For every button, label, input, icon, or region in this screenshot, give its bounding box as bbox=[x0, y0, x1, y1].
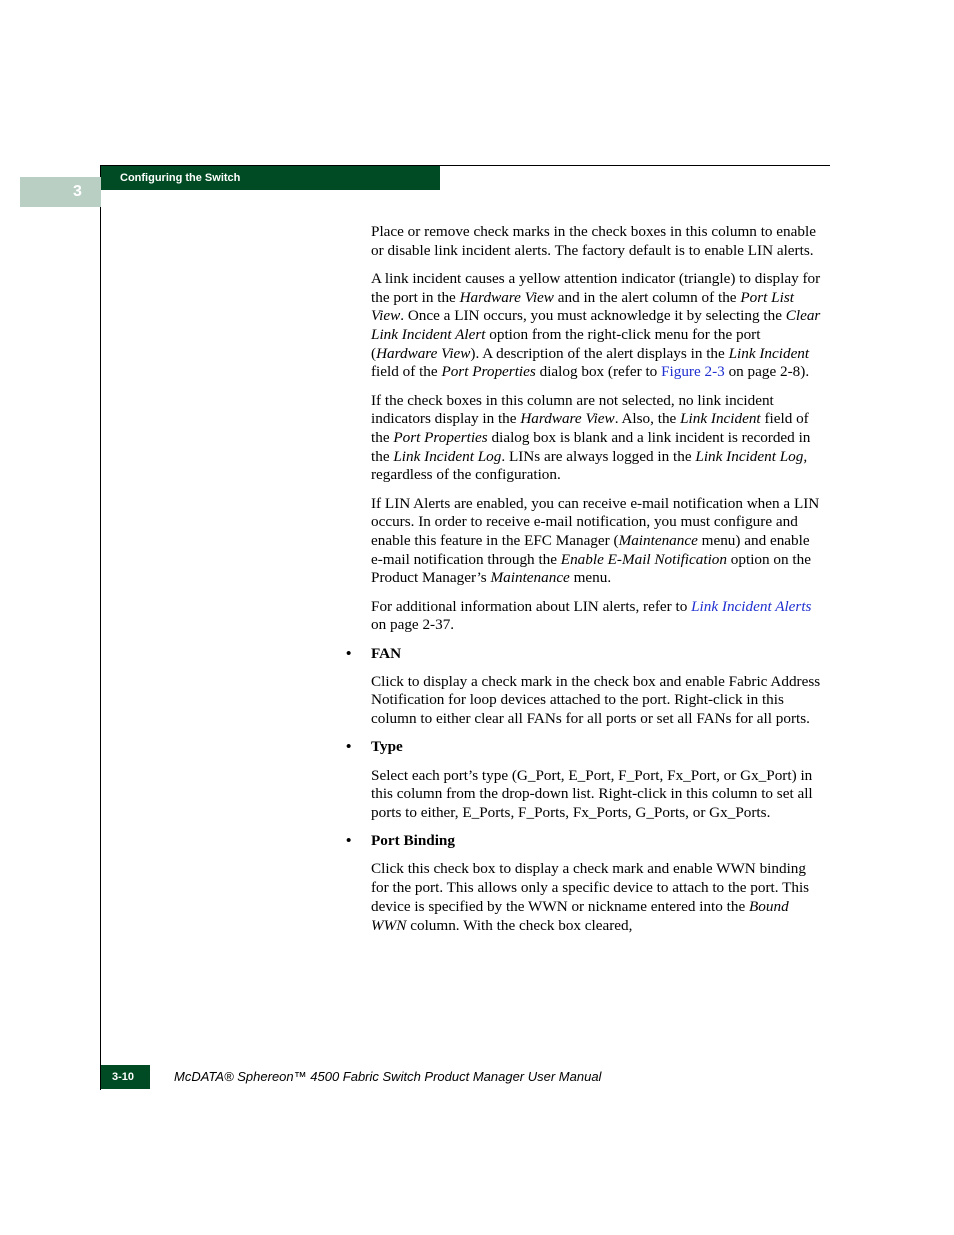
italic-term: Link Incident Log, bbox=[695, 447, 808, 465]
italic-term: Maintenance bbox=[618, 532, 698, 550]
text-run: field of the bbox=[371, 410, 809, 447]
text-run: . LINs are always logged in the bbox=[501, 447, 696, 465]
text-run: field of the bbox=[371, 363, 442, 381]
fan-description: Click to display a check mark in the check box and enable Fabric Address Notification for loop devices attached to the port. Right-click in this column to either clear all FANs for all ports or set all FANs for all ports. bbox=[371, 672, 821, 728]
text-run: on page 2-8). bbox=[724, 363, 810, 381]
italic-term: Link Incident Log bbox=[393, 447, 502, 465]
bullet-type bbox=[346, 738, 823, 757]
bullet-icon: • bbox=[346, 738, 352, 756]
italic-term: Port Properties bbox=[393, 429, 488, 447]
type-description: Select each port’s type (G_Port, E_Port, F_Port, Fx_Port, or Gx_Port) in this column from the drop-down list. Right-click in this column to set all ports to either, E_Ports, F_Ports, Fx_Ports, G_Ports, or Gx_Ports. bbox=[371, 766, 813, 821]
text-run: option from the right-click menu for the port ( bbox=[371, 326, 761, 362]
paragraph-additional-info bbox=[371, 598, 823, 635]
text-run: and in the alert column of the bbox=[553, 288, 741, 306]
italic-term: Maintenance bbox=[490, 569, 570, 587]
bullet-port-binding bbox=[346, 832, 823, 851]
italic-term: Hardware View bbox=[376, 344, 471, 362]
text-run: dialog box is blank and a link incident is recorded in the bbox=[371, 429, 811, 465]
bullet-title: Port Binding bbox=[371, 832, 455, 850]
italic-term: Hardware View bbox=[459, 288, 554, 306]
link-incident-alerts-link[interactable]: Link Incident Alerts bbox=[691, 597, 812, 615]
bullet-icon: • bbox=[346, 832, 352, 850]
bullet-title: Type bbox=[371, 738, 403, 756]
section-title-bar: Configuring the Switch bbox=[101, 166, 440, 190]
port-binding-description bbox=[371, 860, 823, 935]
bullet-title: FAN bbox=[371, 644, 402, 662]
text-run: regardless of the configuration. bbox=[371, 466, 561, 484]
bullet-icon: • bbox=[346, 644, 352, 662]
text-run: column. With the check box cleared, bbox=[406, 916, 633, 934]
manual-title: McDATA® Sphereon™ 4500 Fabric Switch Product Manager User Manual bbox=[174, 1069, 602, 1084]
italic-term: Link Incident bbox=[728, 344, 810, 362]
text-run: . Also, the bbox=[614, 410, 681, 428]
italic-term: Link Incident bbox=[680, 410, 761, 428]
bullet-fan bbox=[346, 644, 823, 664]
text-run: Click this check box to display a check mark and enable WWN binding for the port. This allows only a specific device to attach to the port. This device is specified by the WWN or nickname entered into the bbox=[371, 860, 810, 915]
left-margin-rule bbox=[100, 165, 101, 1090]
text-run: . Once a LIN occurs, you must acknowledge it by selecting the bbox=[400, 307, 786, 325]
paragraph-unselected bbox=[371, 392, 823, 486]
text-run: menu) and enable e-mail notification through the bbox=[371, 532, 810, 568]
chapter-number-tab: 3 bbox=[20, 177, 101, 207]
text-run: option on the Product Manager’s bbox=[371, 550, 811, 587]
italic-term: Hardware View bbox=[520, 410, 615, 428]
body-content bbox=[346, 223, 823, 945]
text-run: A link incident causes a yellow attention indicator (triangle) to display for the port in the bbox=[371, 269, 821, 306]
italic-term: Enable E-Mail Notification bbox=[560, 550, 727, 568]
italic-term: Bound WWN bbox=[371, 897, 789, 934]
paragraph-email-notification bbox=[371, 495, 823, 589]
page-number: 3-10 bbox=[101, 1065, 150, 1089]
text-run: menu. bbox=[569, 569, 612, 587]
text-run: ). A description of the alert displays in the bbox=[470, 344, 729, 362]
text-run: For additional information about LIN alerts, refer to bbox=[371, 597, 692, 615]
text-run: If LIN Alerts are enabled, you can receive e-mail notification when a LIN occurs. In order to receive e-mail notification, you must configure and enable this feature in the EFC Manager ( bbox=[371, 494, 820, 550]
italic-term: Port Properties bbox=[441, 363, 536, 381]
italic-term: Clear Link Incident Alert bbox=[371, 307, 821, 344]
italic-term: Port List View bbox=[371, 288, 794, 325]
paragraph-link-incident bbox=[371, 270, 823, 382]
text-run: dialog box (refer to bbox=[535, 363, 662, 381]
paragraph-lin-alerts: Place or remove check marks in the check boxes in this column to enable or disable link incident alerts. The factory default is to enable LIN alerts. bbox=[371, 223, 816, 259]
figure-2-3-link[interactable]: Figure 2-3 bbox=[661, 363, 725, 381]
text-run: If the check boxes in this column are not selected, no link incident indicators display in the bbox=[371, 391, 774, 428]
text-run: on page 2-37. bbox=[371, 616, 455, 634]
